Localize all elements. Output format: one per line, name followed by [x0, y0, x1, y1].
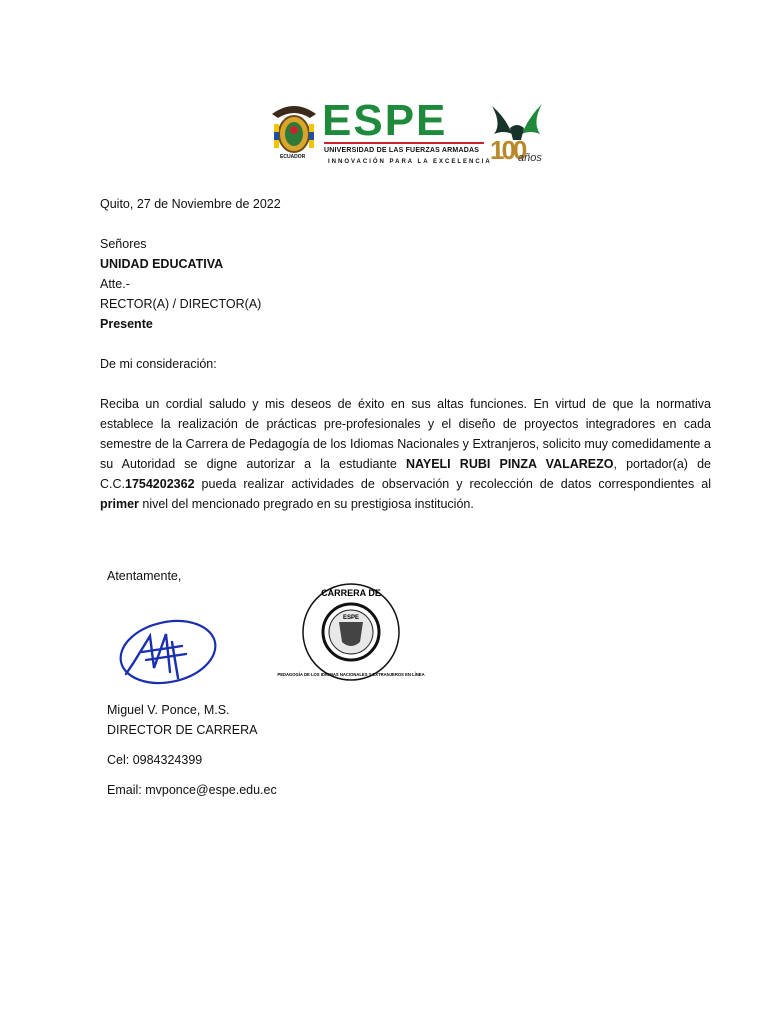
- id-number: 1754202362: [125, 477, 195, 491]
- signer-email: Email: mvponce@espe.edu.ec: [107, 783, 277, 797]
- letter-date: Quito, 27 de Noviembre de 2022: [100, 197, 281, 211]
- signer-phone: Cel: 0984324399: [107, 753, 203, 767]
- greeting: De mi consideración:: [100, 357, 217, 371]
- anniversary-number: 100: [490, 135, 525, 165]
- body-text-4: nivel del mencionado pregrado en su prestigiosa institución.: [138, 497, 474, 511]
- espe-logo: [266, 96, 546, 172]
- body-text-2: , portador(a) de C.C.: [100, 457, 711, 491]
- espe-wordmark: ESPE: [322, 96, 448, 145]
- student-name: NAYELI RUBI PINZA VALAREZO: [405, 457, 614, 471]
- shield-caption: ECUADOR: [280, 154, 306, 160]
- letter-body: [100, 394, 711, 514]
- seal-bottom-text: PEDAGOGÍA DE LOS IDIOMAS NACIONALES Y EXTRANJEROS EN LÍNEA: [277, 672, 425, 677]
- recipient-role: RECTOR(A) / DIRECTOR(A): [100, 297, 262, 311]
- regards: Atentamente,: [107, 569, 182, 583]
- body-text-1: Reciba un cordial saludo y mis deseos de éxito en sus altas funciones. En virtud de que la normativa establece la realización de prácticas pre-profesionales y el diseño de proyectos integradores en cada semestre de la Carrera de Pedagogía de los Idiomas Nacionales y Extranjeros, solicito muy comedidamente a su Autoridad se digne autorizar a la estudiante: [100, 397, 711, 471]
- body-text-3: pueda realizar actividades de observación y recolección de datos correspondientes al: [194, 477, 711, 491]
- carrera-seal-stamp: [277, 576, 425, 688]
- seal-center-text: ESPE: [342, 615, 360, 621]
- signer-title: DIRECTOR DE CARRERA: [107, 723, 258, 737]
- salutation: Señores: [100, 237, 147, 251]
- seal-top-text: CARRERA DE: [321, 588, 381, 598]
- university-name: UNIVERSIDAD DE LAS FUERZAS ARMADAS: [324, 142, 484, 155]
- level-word: primer: [100, 497, 139, 511]
- anniversary-word: años: [518, 152, 542, 164]
- recipient-institution: UNIDAD EDUCATIVA: [100, 257, 224, 271]
- signer-name: Miguel V. Ponce, M.S.: [107, 703, 230, 717]
- atte-line: Atte.-: [100, 277, 130, 291]
- university-tagline: INNOVACIÓN PARA LA EXCELENCIA: [328, 159, 492, 165]
- handwritten-signature: [112, 612, 222, 690]
- presente-line: Presente: [100, 317, 153, 331]
